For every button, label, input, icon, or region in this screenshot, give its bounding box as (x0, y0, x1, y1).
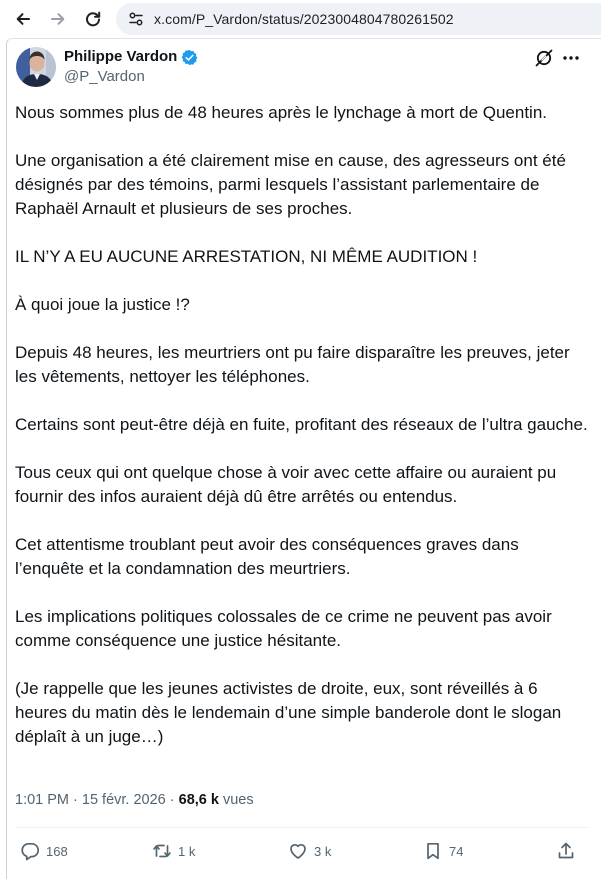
tweet-date[interactable]: 15 févr. 2026 (81, 792, 166, 808)
tweet-paragraph: Une organisation a été clairement mise en cause, des agresseurs ont été désignés par des témoins, parmi lesquels l’assistant parlementaire de Raphaël Arnault et plusieurs de ses proches. (15, 151, 566, 218)
tweet-paragraph: Tous ceux qui ont quelque chose à voir avec cette affaire ou auraient pu fournir des infos auraient déjà dû être arrêtés ou entendus. (15, 463, 557, 506)
tweet-paragraph: Certains sont peut-être déjà en fuite, profitant des réseaux de l’ultra gauche. (15, 415, 588, 434)
browser-toolbar (0, 0, 601, 38)
repost-icon (152, 841, 172, 861)
share-icon (556, 841, 576, 861)
avatar[interactable] (16, 47, 56, 87)
site-info-icon[interactable] (127, 10, 145, 28)
heart-icon (288, 841, 308, 861)
reload-icon (84, 10, 102, 28)
tweet-paragraph: (Je rappelle que les jeunes activistes de droite, eux, sont réveillés à 6 heures du matin dès le lendemain d’une simple banderole dont le slogan déplaît à un juge…) (15, 679, 562, 746)
tweet-paragraph: Les implications politiques colossales de ce crime ne peuvent pas avoir comme conséquence une justice hésitante. (15, 607, 552, 650)
tweet-paragraph: IL N’Y A EU AUCUNE ARRESTATION, NI MÊME AUDITION ! (15, 247, 478, 266)
share-button[interactable] (556, 840, 576, 862)
tweet-paragraph: Cet attentisme troublant peut avoir des conséquences graves dans l’enquête et la condamnation des meurtriers. (15, 535, 519, 578)
divider (15, 827, 588, 828)
tweet-text (15, 101, 590, 773)
forward-button[interactable] (47, 8, 69, 30)
reply-button[interactable] (20, 840, 68, 862)
reply-count: 168 (46, 843, 68, 859)
views-label: vues (218, 792, 254, 808)
tweet-paragraph: À quoi joue la justice !? (15, 295, 190, 314)
more-options-icon[interactable] (561, 48, 581, 68)
url-text[interactable]: x.com/P_Vardon/status/2023004804780261502 (154, 11, 454, 27)
bookmark-count: 74 (449, 843, 464, 859)
like-button[interactable] (288, 840, 331, 862)
tweet-paragraph: Nous sommes plus de 48 heures après le lynchage à mort de Quentin. (15, 103, 548, 122)
repost-count: 1 k (178, 843, 196, 859)
views-count: 68,6 k (178, 792, 219, 808)
address-bar[interactable] (116, 3, 601, 35)
arrow-left-icon (14, 10, 32, 28)
grok-icon[interactable] (534, 48, 554, 68)
bookmark-button[interactable] (423, 840, 463, 862)
tweet-meta (15, 792, 254, 808)
verified-badge-icon (181, 49, 198, 66)
like-count: 3 k (314, 843, 332, 859)
bookmark-icon (423, 841, 443, 861)
tweet-paragraph: Depuis 48 heures, les meurtriers ont pu faire disparaître les preuves, jeter les vêtements, nettoyer les téléphones. (15, 343, 570, 386)
tweet-time[interactable]: 1:01 PM (15, 792, 69, 808)
meta-separator: · (69, 792, 82, 808)
author-display-name[interactable]: Philippe Vardon (64, 48, 178, 65)
repost-button[interactable] (152, 840, 195, 862)
reload-button[interactable] (82, 8, 104, 30)
author-handle[interactable]: @P_Vardon (64, 68, 145, 85)
meta-separator: · (165, 792, 179, 808)
reply-icon (20, 841, 40, 861)
arrow-right-icon (49, 10, 67, 28)
back-button[interactable] (12, 8, 34, 30)
